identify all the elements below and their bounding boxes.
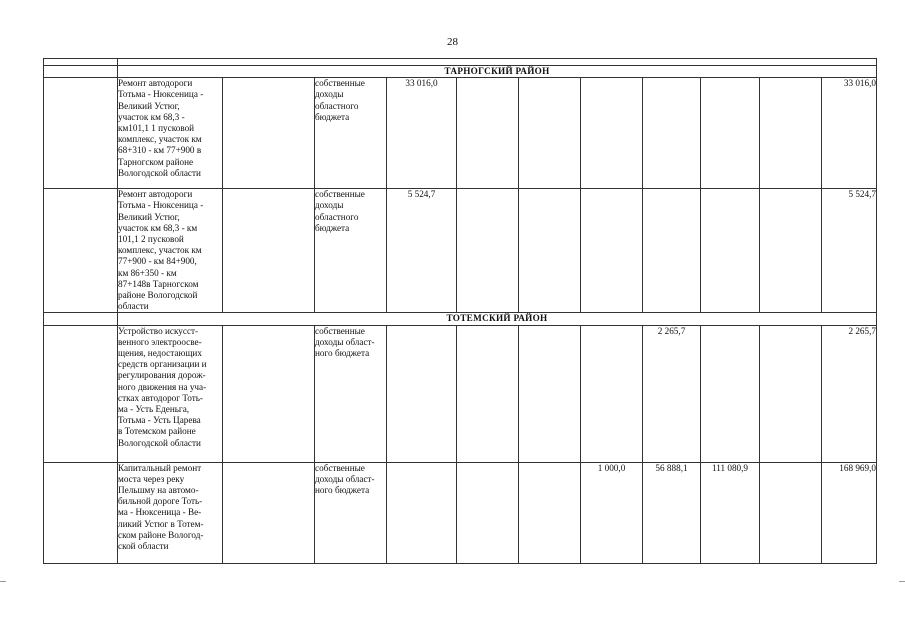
region-row <box>44 66 877 78</box>
work-name: Ремонт автодороги Тотьма - Нюксеница - Великий Устюг, участок км 68,3 - км101,1 1 пусковой комплекс, участок км 68+310 - км 77+900 в Тарногском районе Вологодской области <box>118 78 223 189</box>
funding-source: собственные доходы областного бюджета <box>315 78 387 189</box>
scan-edge-mark <box>899 581 905 582</box>
work-name: Устройство искусст- венного электроосве- щения, недостающих средств организации и регулирования дорож- ного движения на уча- стках автодорог Тоть- ма - Усть Еденьга, Тотьма - Усть Царева в Тотемском районе Вологодской области <box>118 325 223 462</box>
scan-edge-mark <box>0 581 6 582</box>
amount-cell: 33 016,0 <box>387 78 457 189</box>
amount-cell: 2 265,7 <box>643 325 701 462</box>
program-table <box>43 58 877 564</box>
funding-source: собственные доходы област- ного бюджета <box>315 325 387 462</box>
region-title: ТАРНОГСКИЙ РАЙОН <box>118 66 877 78</box>
table-row <box>44 78 877 189</box>
region-row <box>44 313 877 325</box>
table-row <box>44 462 877 563</box>
funding-source: собственные доходы област- ного бюджета <box>315 462 387 563</box>
page-number: 28 <box>447 36 458 48</box>
total-cell: 5 524,7 <box>822 189 877 313</box>
amount-cell: 1 000,0 <box>581 462 643 563</box>
total-cell: 168 969,0 <box>822 462 877 563</box>
amount-cell: 56 888,1 <box>643 462 701 563</box>
total-cell: 33 016,0 <box>822 78 877 189</box>
work-name: Капитальный ремонт моста через реку Пельшму на автомо- бильной дороге Тоть- ма - Нюксеница - Ве- ликий Устюг в Тотем- ском районе Вологод- ской области <box>118 462 223 563</box>
amount-cell: 111 080,9 <box>701 462 760 563</box>
amount-cell: 5 524,7 <box>387 189 457 313</box>
table-header-stub <box>44 59 877 66</box>
work-name: Ремонт автодороги Тотьма - Нюксеница - Великий Устюг, участок км 68,3 - км 101,1 2 пусковой комплекс, участок км 77+900 - км 84+900, км 86+350 - км 87+148в Тарногском районе Вологодской области <box>118 189 223 313</box>
total-cell: 2 265,7 <box>822 325 877 462</box>
funding-source: собственные доходы областного бюджета <box>315 189 387 313</box>
table-row <box>44 189 877 313</box>
region-title: ТОТЕМСКИЙ РАЙОН <box>118 313 877 325</box>
table-row <box>44 325 877 462</box>
